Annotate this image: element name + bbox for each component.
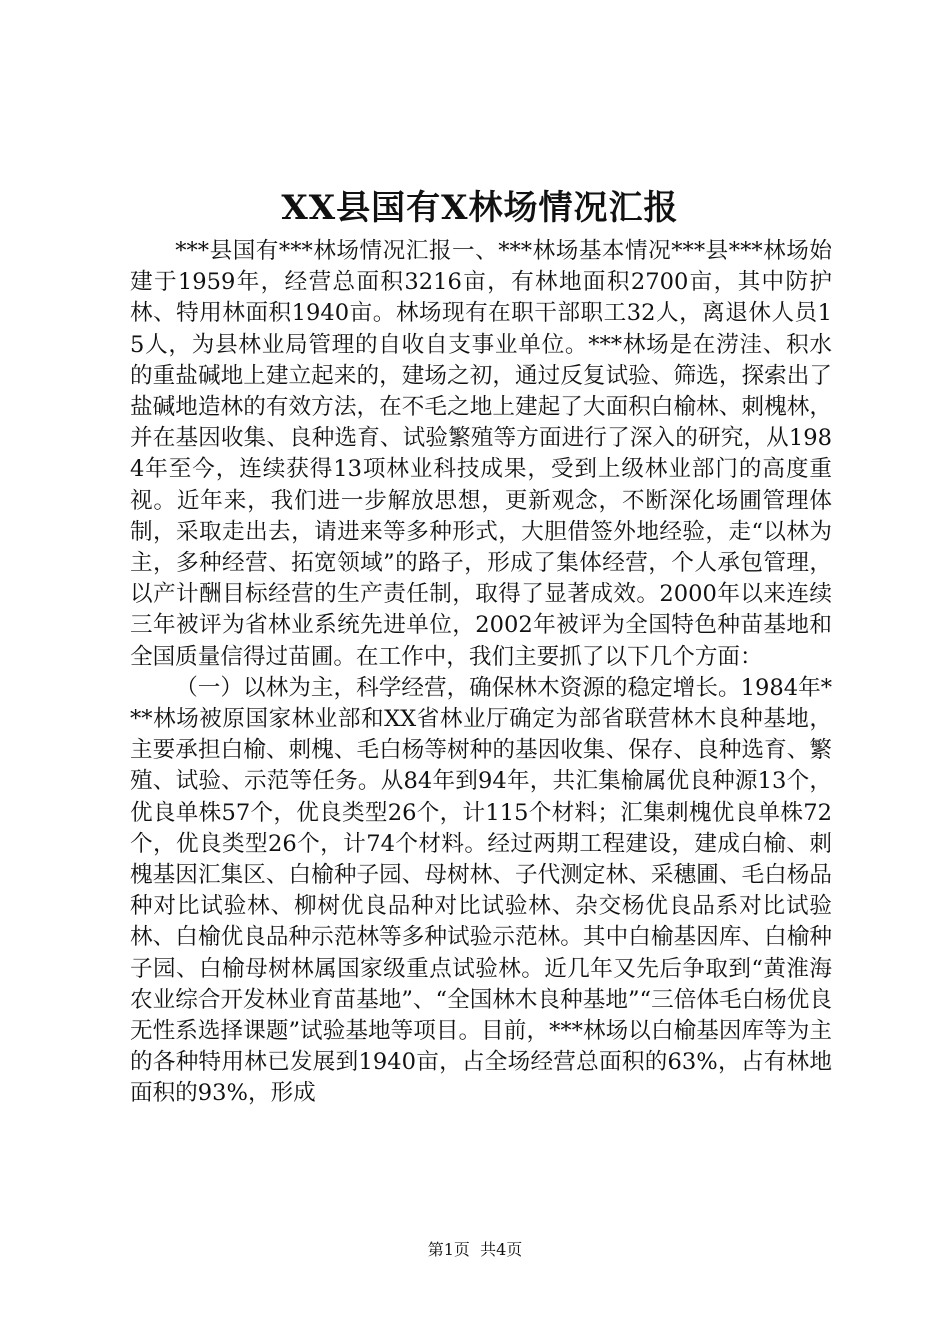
page-number: 第1页 [427,1240,470,1259]
paragraph-section-one: （一）以林为主，科学经营，确保林木资源的稳定增长。1984年***林场被原国家林业部和XX省林业厅确定为部省联营林木良种基地，主要承担白榆、刺槐、毛白杨等树种的基因收集、保存、良种选育、繁殖、试验、示范等任务。从84年到94年，共汇集榆属优良种源13个，优良单株57个，优良类型26个，计115个材料；汇集刺槐优良单株72个，优良类型26个，计74个材料。经过两期工程建设，建成白榆、刺槐基因汇集区、白榆种子园、母树林、子代测定林、采穗圃、毛白杨品种对比试验林、柳树优良品种对比试验林、杂交杨优良品系对比试验林、白榆优良品种示范林等多种试验示范林。其中白榆基因库、白榆种子园、白榆母树林属国家级重点试验林。近几年又先后争取到“黄淮海农业综合开发林业育苗基地”、“全国林木良种基地”“三倍体毛白杨优良无性系选择课题”试验基地等项目。目前，***林场以白榆基因库等为主的各种特用林已发展到1940亩，占全场经营总面积的63%，占有林地面积的93%，形成 [130,674,832,1107]
page-total: 共4页 [480,1240,523,1259]
page-footer [0,1238,950,1262]
document-body [130,236,832,1110]
document-title: XX县国有X林场情况汇报 [281,188,679,228]
footer-separator [470,1240,480,1259]
paragraph-basic-info: ***县国有***林场情况汇报一、***林场基本情况***县***林场始建于1959年，经营总面积3216亩，有林地面积2700亩，其中防护林、特用林面积1940亩。林场现有在职干部职工32人，离退休人员15人，为县林业局管理的自收自支事业单位。***林场是在涝洼、积水的重盐碱地上建立起来的，建场之初，通过反复试验、筛选，探索出了盐碱地造林的有效方法，在不毛之地上建起了大面积白榆林、刺槐林，并在基因收集、良种选育、试验繁殖等方面进行了深入的研究，从1984年至今，连续获得13项林业科技成果，受到上级林业部门的高度重视。近年来，我们进一步解放思想，更新观念，不断深化场圃管理体制，采取走出去，请进来等多种形式，大胆借签外地经验，走“以林为主，多种经营、拓宽领域”的路子，形成了集体经营，个人承包管理，以产计酬目标经营的生产责任制，取得了显著成效。2000年以来连续三年被评为省林业系统先进单位，2002年被评为全国特色种苗基地和全国质量信得过苗圃。在工作中，我们主要抓了以下几个方面： [130,238,832,670]
